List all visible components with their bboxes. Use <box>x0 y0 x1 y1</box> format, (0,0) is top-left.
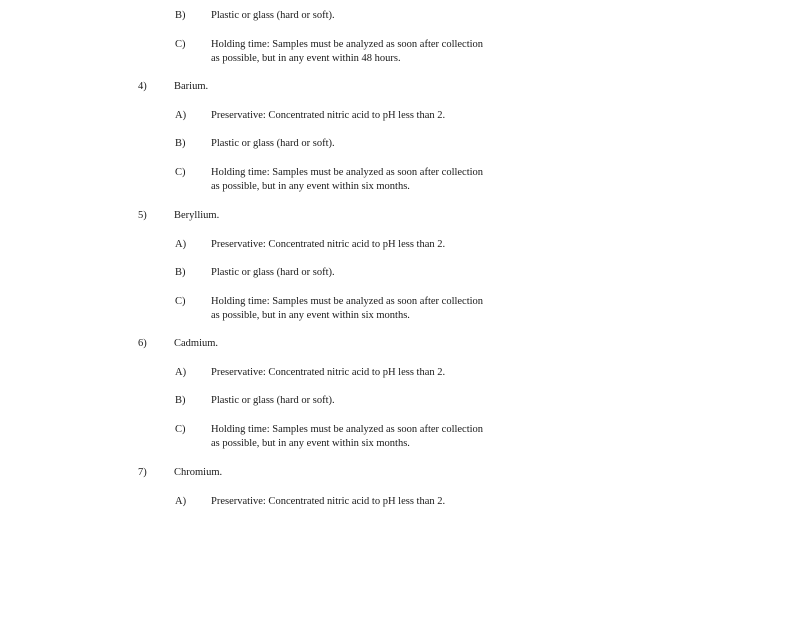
subitem-text: Preservative: Concentrated nitric acid to pH less than 2. <box>211 496 446 507</box>
subitem-text: Holding time: Samples must be analyzed as soon after collection <box>211 296 484 307</box>
subitem-letter: C) <box>175 167 186 178</box>
subitem-letter: C) <box>175 39 186 50</box>
subitem-letter: B) <box>175 395 186 406</box>
subitem-text: Preservative: Concentrated nitric acid to pH less than 2. <box>211 239 446 250</box>
subitem-text: Plastic or glass (hard or soft). <box>211 138 335 149</box>
subitem-text: Preservative: Concentrated nitric acid to pH less than 2. <box>211 367 446 378</box>
subitem-text: as possible, but in any event within 48 hours. <box>211 53 401 64</box>
item-number: 6) <box>138 338 147 349</box>
subitem-letter: A) <box>175 496 187 507</box>
subitem-text: Plastic or glass (hard or soft). <box>211 267 335 278</box>
item-title: Beryllium. <box>174 210 220 221</box>
item-number: 7) <box>138 467 147 478</box>
subitem-text: Holding time: Samples must be analyzed as soon after collection <box>211 167 484 178</box>
subitem-letter: C) <box>175 296 186 307</box>
subitem-letter: A) <box>175 239 187 250</box>
subitem-letter: C) <box>175 424 186 435</box>
subitem-letter: A) <box>175 110 187 121</box>
subitem-text: Plastic or glass (hard or soft). <box>211 395 335 406</box>
subitem-text: Plastic or glass (hard or soft). <box>211 10 335 21</box>
subitem-text: Holding time: Samples must be analyzed as soon after collection <box>211 424 484 435</box>
subitem-text: as possible, but in any event within six months. <box>211 181 410 192</box>
subitem-text: as possible, but in any event within six months. <box>211 438 410 449</box>
item-number: 5) <box>138 210 147 221</box>
item-title: Barium. <box>174 81 209 92</box>
subitem-letter: A) <box>175 367 187 378</box>
item-title: Chromium. <box>174 467 223 478</box>
item-title: Cadmium. <box>174 338 219 349</box>
subitem-text: as possible, but in any event within six months. <box>211 310 410 321</box>
subitem-letter: B) <box>175 138 186 149</box>
subitem-letter: B) <box>175 10 186 21</box>
subitem-text: Preservative: Concentrated nitric acid to pH less than 2. <box>211 110 446 121</box>
subitem-text: Holding time: Samples must be analyzed as soon after collection <box>211 39 484 50</box>
item-number: 4) <box>138 81 147 92</box>
subitem-letter: B) <box>175 267 186 278</box>
